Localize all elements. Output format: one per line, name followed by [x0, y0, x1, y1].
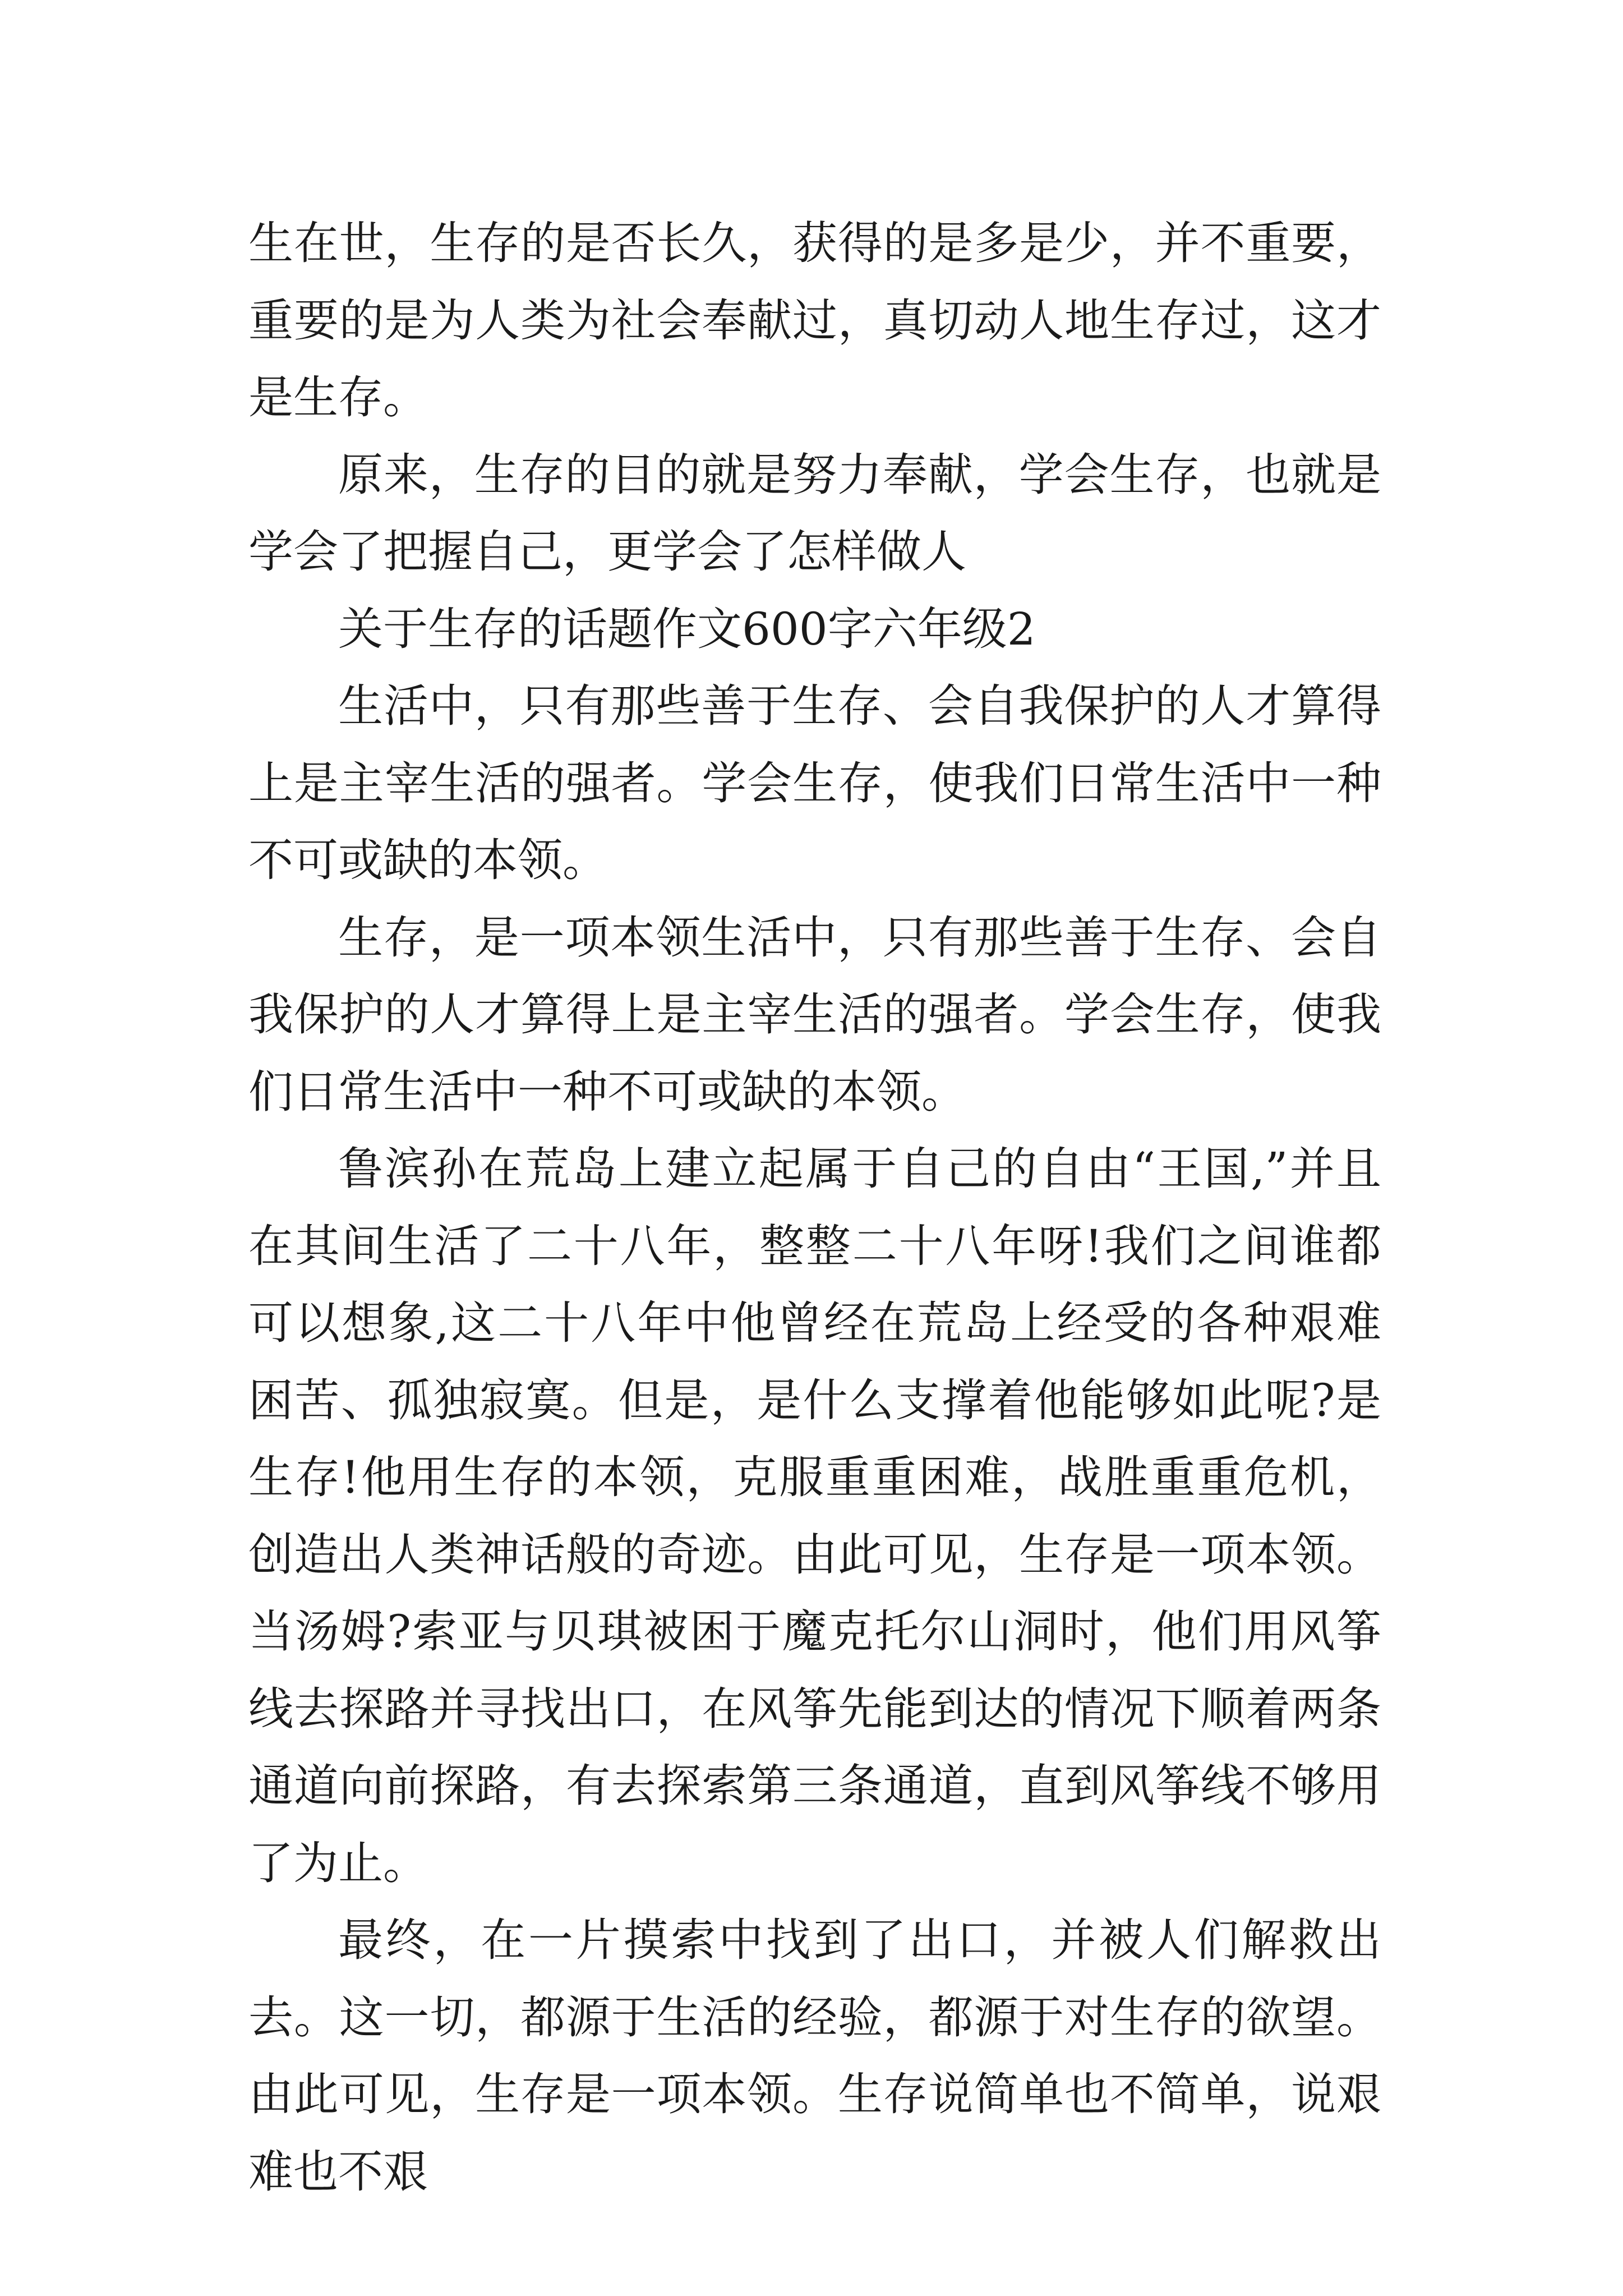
paragraph-1: 生在世，生存的是否长久，获得的是多是少，并不重要，重要的是为人类为社会奉献过，真切动人地生存过，这才是生存。	[248, 217, 1381, 424]
paragraph-5: 鲁滨孙在荒岛上建立起属于自己的自由“王国,”并且在其间生活了二十八年，整整二十八年呀!我们之间谁都可以想象,这二十八年中他曾经在荒岛上经受的各种艰难困苦、孤独寂寞。但是，是什么支撑着他能够如此呢?是生存!他用生存的本领，克服重重困难，战胜重重危机，创造出人类神话般的奇迹。由此可见，生存是一项本领。当汤姆?索亚与贝琪被困于魔克托尔山洞时，他们用风筝线去探路并寻找出口，在风筝先能到达的情况下顺着两条通道向前探路，有去探索第三条通道，直到风筝线不够用了为止。	[248, 1143, 1381, 1889]
paragraph-4: 生存，是一项本领生活中，只有那些善于生存、会自我保护的人才算得上是主宰生活的强者。学会生存，使我们日常生活中一种不可或缺的本领。	[248, 911, 1381, 1118]
section-heading: 关于生存的话题作文600字六年级2	[338, 602, 1036, 655]
document-body	[248, 205, 1381, 2210]
paragraph-6: 最终，在一片摸索中找到了出口，并被人们解救出去。这一切，都源于生活的经验，都源于对生存的欲望。由此可见，生存是一项本领。生存说简单也不简单，说艰难也不艰	[248, 1914, 1381, 2198]
paragraph-3: 生活中，只有那些善于生存、会自我保护的人才算得上是主宰生活的强者。学会生存，使我们日常生活中一种不可或缺的本领。	[248, 680, 1381, 886]
paragraph-2: 原来，生存的目的就是努力奉献，学会生存，也就是学会了把握自己，更学会了怎样做人	[248, 448, 1381, 578]
